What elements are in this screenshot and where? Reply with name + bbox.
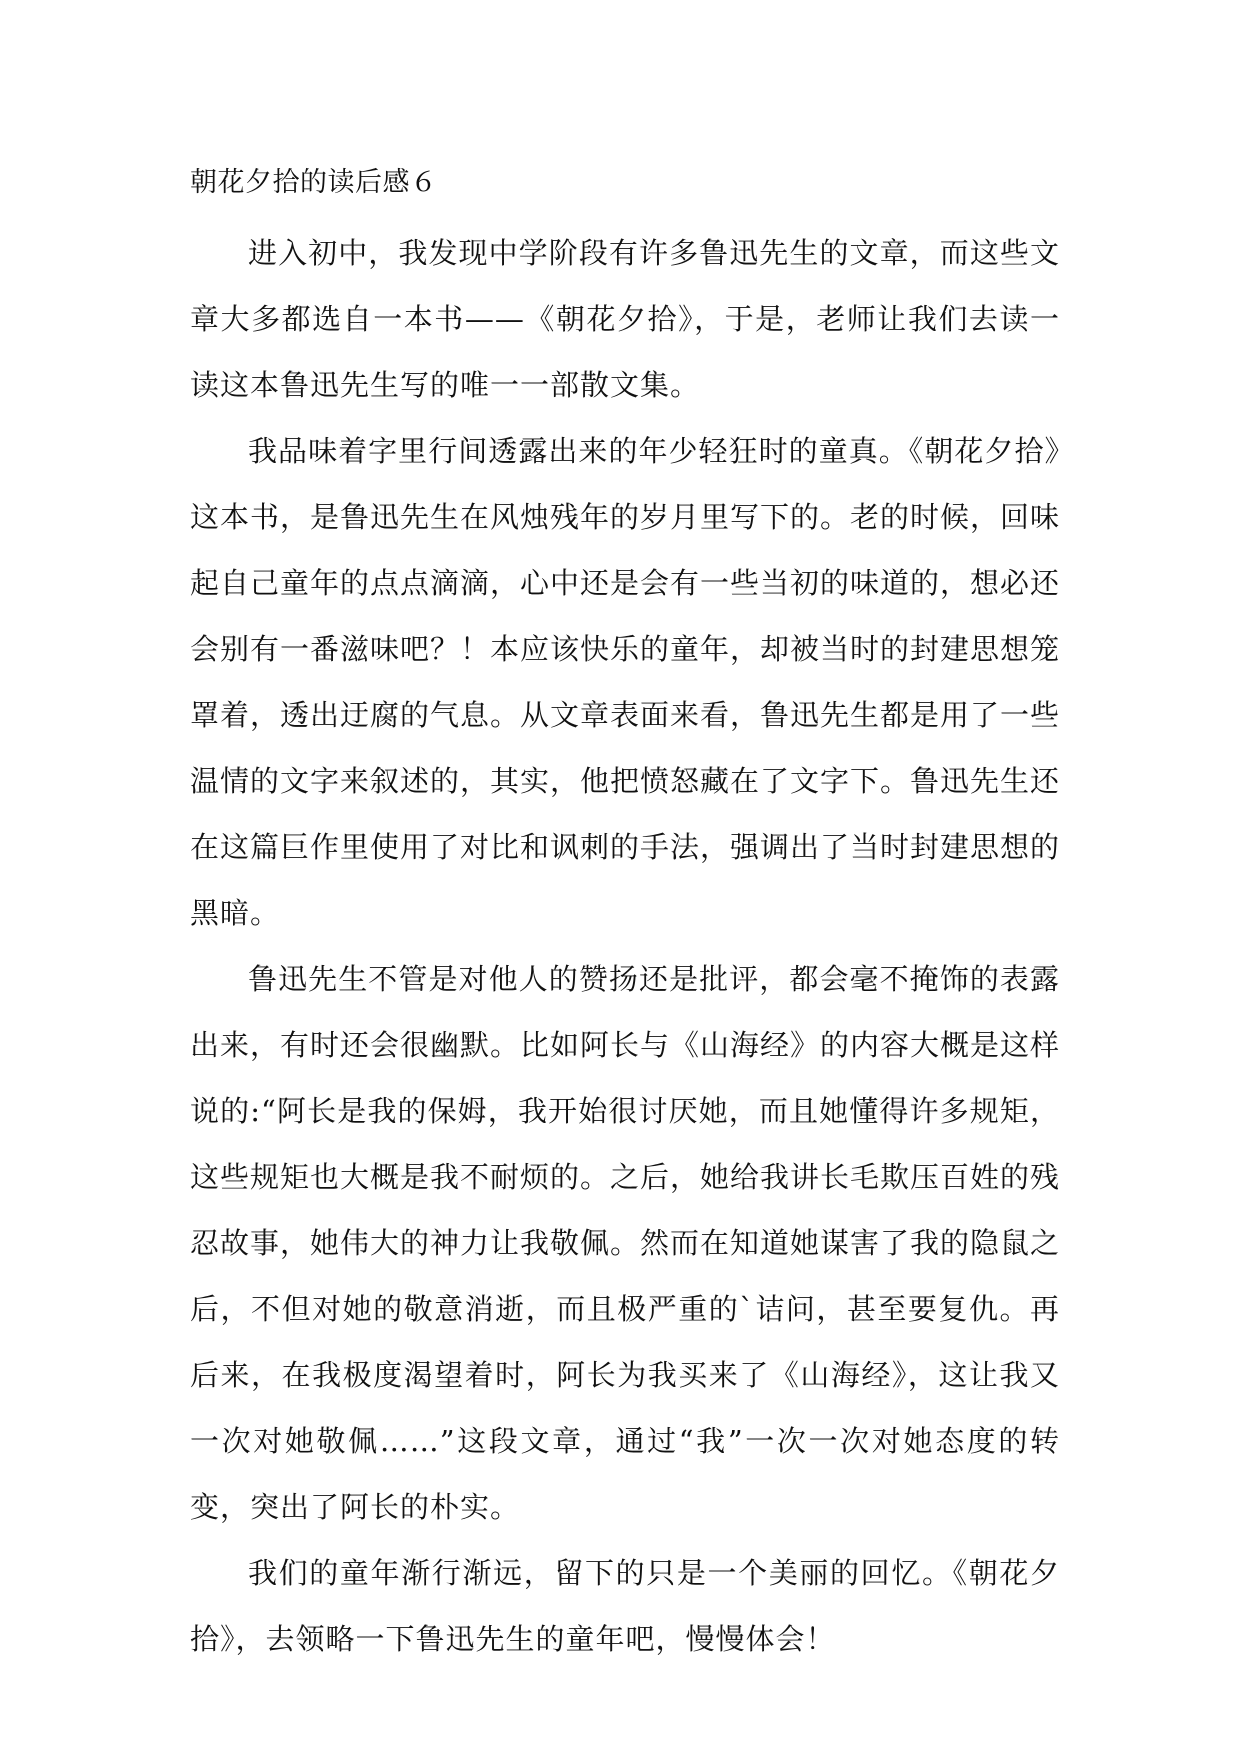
paragraph-2: 我品味着字里行间透露出来的年少轻狂时的童真。《朝花夕拾》这本书，是鲁迅先生在风烛残年的岁月里写下的。老的时候，回味起自己童年的点点滴滴，心中还是会有一些当初的味道的，想必还会别有一番滋味吧？！本应该快乐的童年，却被当时的封建思想笼罩着，透出迂腐的气息。从文章表面来看，鲁迅先生都是用了一些温情的文字来叙述的，其实，他把愤怒藏在了文字下。鲁迅先生还在这篇巨作里使用了对比和讽刺的手法，强调出了当时封建思想的黑暗。: [190, 434, 1061, 930]
document-page: [190, 158, 1060, 1672]
paragraph-3: 鲁迅先生不管是对他人的赞扬还是批评，都会毫不掩饰的表露出来，有时还会很幽默。比如阿长与《山海经》的内容大概是这样说的:“阿长是我的保姆，我开始很讨厌她，而且她懂得许多规矩，这些规矩也大概是我不耐烦的。之后，她给我讲长毛欺压百姓的残忍故事，她伟大的神力让我敬佩。然而在知道她谋害了我的隐鼠之后，不但对她的敬意消逝，而且极严重的`诘问，甚至要复仇。再后来，在我极度渴望着时，阿长为我买来了《山海经》，这让我又一次对她敬佩……”这段文章，通过“我”一次一次对她态度的转变，突出了阿长的朴实。: [190, 962, 1061, 1524]
document-title: 朝花夕拾的读后感６: [190, 167, 438, 198]
paragraph-4: 我们的童年渐行渐远，留下的只是一个美丽的回忆。《朝花夕拾》，去领略一下鲁迅先生的童年吧，慢慢体会！: [190, 1556, 1060, 1656]
paragraph-1: 进入初中，我发现中学阶段有许多鲁迅先生的文章，而这些文章大多都选自一本书——《朝花夕拾》，于是，老师让我们去读一读这本鲁迅先生写的唯一一部散文集。: [190, 236, 1060, 402]
